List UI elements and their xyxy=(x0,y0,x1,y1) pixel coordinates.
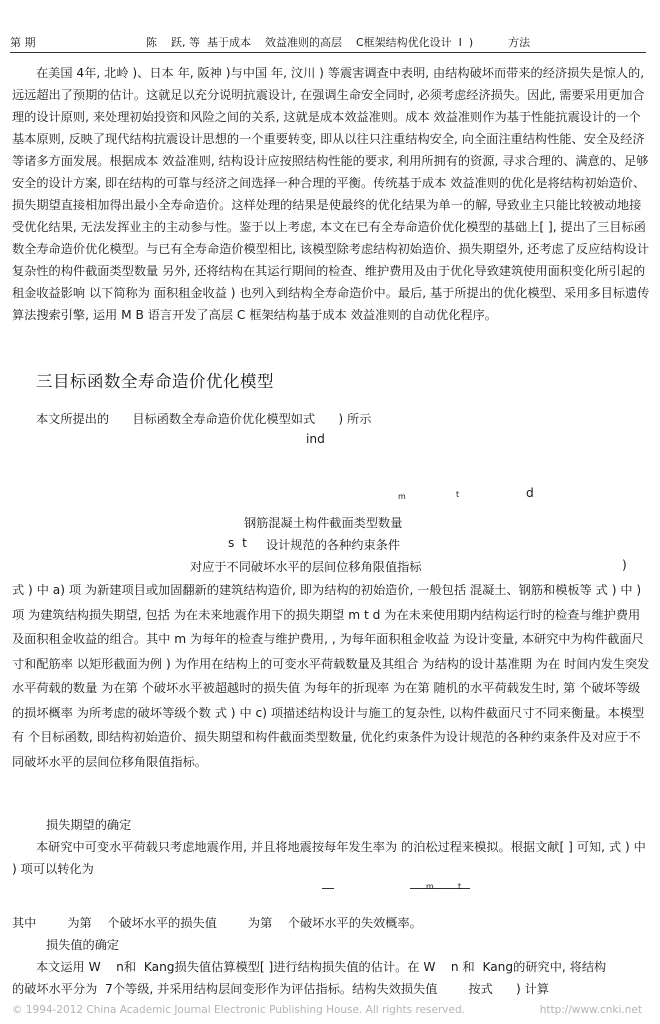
formula-intro: 本文所提出的 目标函数全寿命造价优化模型如式 ) 所示 xyxy=(36,412,372,426)
copyright-watermark: © 1994-2012 China Academic Journal Electronic Publishing House. All rights reserved. xyxy=(12,1004,465,1016)
formula-line-1: ind xyxy=(306,432,325,446)
formula-line-5: 对应于不同破坏水平的层间位移角限值指标 xyxy=(190,560,422,574)
subhead-loss-value: 损失值的确定 xyxy=(46,938,120,952)
formula-sub-m: m xyxy=(398,492,406,501)
site-watermark: http://www.cnki.net xyxy=(539,1004,642,1016)
eq2-sub-t: t xyxy=(458,882,462,891)
last-para-line-1: 本文运用 W n和 Kang损失值估算模型[ ]进行结构损失值的估计。在 W n 和 Kang的研究中, 将结构 xyxy=(36,960,607,974)
section-title: 三目标函数全寿命造价优化模型 xyxy=(36,372,274,391)
subhead-loss-expectation: 损失期望的确定 xyxy=(46,818,132,832)
last-para-line-2: 的破坏水平分为 7个等级, 并采用结构层间变形作为评估指标。结构失效损失值 按式 ) 计算 xyxy=(12,982,550,996)
intro-paragraph: 在美国 4年, 北岭 )、日本 年, 阪神 )与中国 年, 汶川 ) 等震害调查中表明, 由结构破坏而带来的经济损失是惊人的, 远远超出了预期的估计。这就足以充分说明抗震设计, 在强调生命安全同时, 必须考虑经济损失。因此, 需要采用更加合理的设计原则, 来处理初始投资和风险之间的关系, 这就是成本效益准则。成本 效益准则作为基于性能抗震设计的一个基本原则, 反映了现代结构抗震设计思想的一个重要转变, 即从以往只注重结构安全, 向全面注重结构性能、安全及经济等诸多方面发展。根据成本 效益准则, 结构设计应按照结构性能的要求, 利用所拥有的资源, 寻求合理的、满意的、足够安全的设计方案, 即在结构的可靠与经济之间选择一种合理的平衡。传统基于成本 效益准则的优化是将结构初始造价、损失期望直接相加得出最小全寿命造价。这样处理的结果是使最终的优化结果为单一的解, 导致业主只能比较被动地接受优化结果, 无法发挥业主的主动参与性。鉴于以上考虑, 本文在已有全寿命造价优化模型的基础上[ ], 提出了三目标函数全寿命造价优化模型。与已有全寿命造价模型相比, 该模型除考虑结构初始造价、损失期望外, 还考虑了反应结构设计复杂性的构件截面类型数量 另外, 还将结构在其运行期间的检查、维护费用及由于优化导致建筑使用面积变化所引起的租金收益影响 以下简称为 面积租金收益 ) 也列入到结构全寿命造价中。最后, 基于所提出的优化模型、采用多目标遗传算法搜索引擎, 运用 M B 语言开发了高层 C 框架结构基于成本 效益准则的自动优化程序。 xyxy=(12,66,650,322)
formula-paren: ) xyxy=(622,558,627,572)
poisson-paragraph: 本研究中可变水平荷载只考虑地震作用, 并且将地震按每年发生率为 的泊松过程来模拟。根据文献[ ] 可知, 式 ) 中 ) 项可以转化为 xyxy=(12,840,646,876)
formula-st: s t xyxy=(228,536,247,550)
formula-sub-d: d xyxy=(526,486,534,500)
where-line: 其中 为第 个破坏水平的损失值 为第 个破坏水平的失效概率。 xyxy=(12,916,422,930)
eq2-sub-m: m xyxy=(426,882,434,891)
header-rule xyxy=(10,52,646,53)
formula-sub-t: t xyxy=(456,490,460,499)
running-header xyxy=(10,34,646,54)
issue-label: 第 期 xyxy=(10,36,36,49)
explanation-paragraph: 式 ) 中 a) 项 为新建项目或加固翻新的建筑结构造价, 即为结构的初始造价, 一般包括 混凝土、钢筋和模板等 式 ) 中 ) 项 为建筑结构损失期望, 包括 为在未来地震作用下的损失期望 m t d 为在未来使用期内结构运行时的检查与维护费用及面积租金收益的组合。其中 m 为每年的检查与维护费用, , 为每年面积租金收益 为设计变量, 本研究中为构件截面尺寸和配筋率 以矩形截面为例 ) 为作用在结构上的可变水平荷载数量及其组合 为结构的设计基准期 为在 时间内发生突发水平荷载的数量 为在第 个破坏水平被超越时的损失值 为每年的折现率 为在第 随机的水平荷载发生时, 第 个破坏等级的损坏概率 为所考虑的破坏等级个数 式 ) 中 c) 项描述结构设计与施工的复杂性, 以构件截面尺寸不同来衡量。本模型有 个目标函数, 即结构初始造价、损失期望和构件截面类型数量, 优化约束条件为设计规范的各种约束条件及对应于不同破坏水平的层间位移角限值指标。 xyxy=(12,583,650,769)
running-title: 陈 跃, 等 基于成本 效益准则的高层 C框架结构优化设计 Ⅰ ) 方法 xyxy=(146,36,531,49)
formula-line-4: 设计规范的各种约束条件 xyxy=(266,538,401,552)
formula-line-3: 钢筋混凝土构件截面类型数量 xyxy=(244,516,403,530)
eq-fraction-bar-1 xyxy=(322,888,334,889)
